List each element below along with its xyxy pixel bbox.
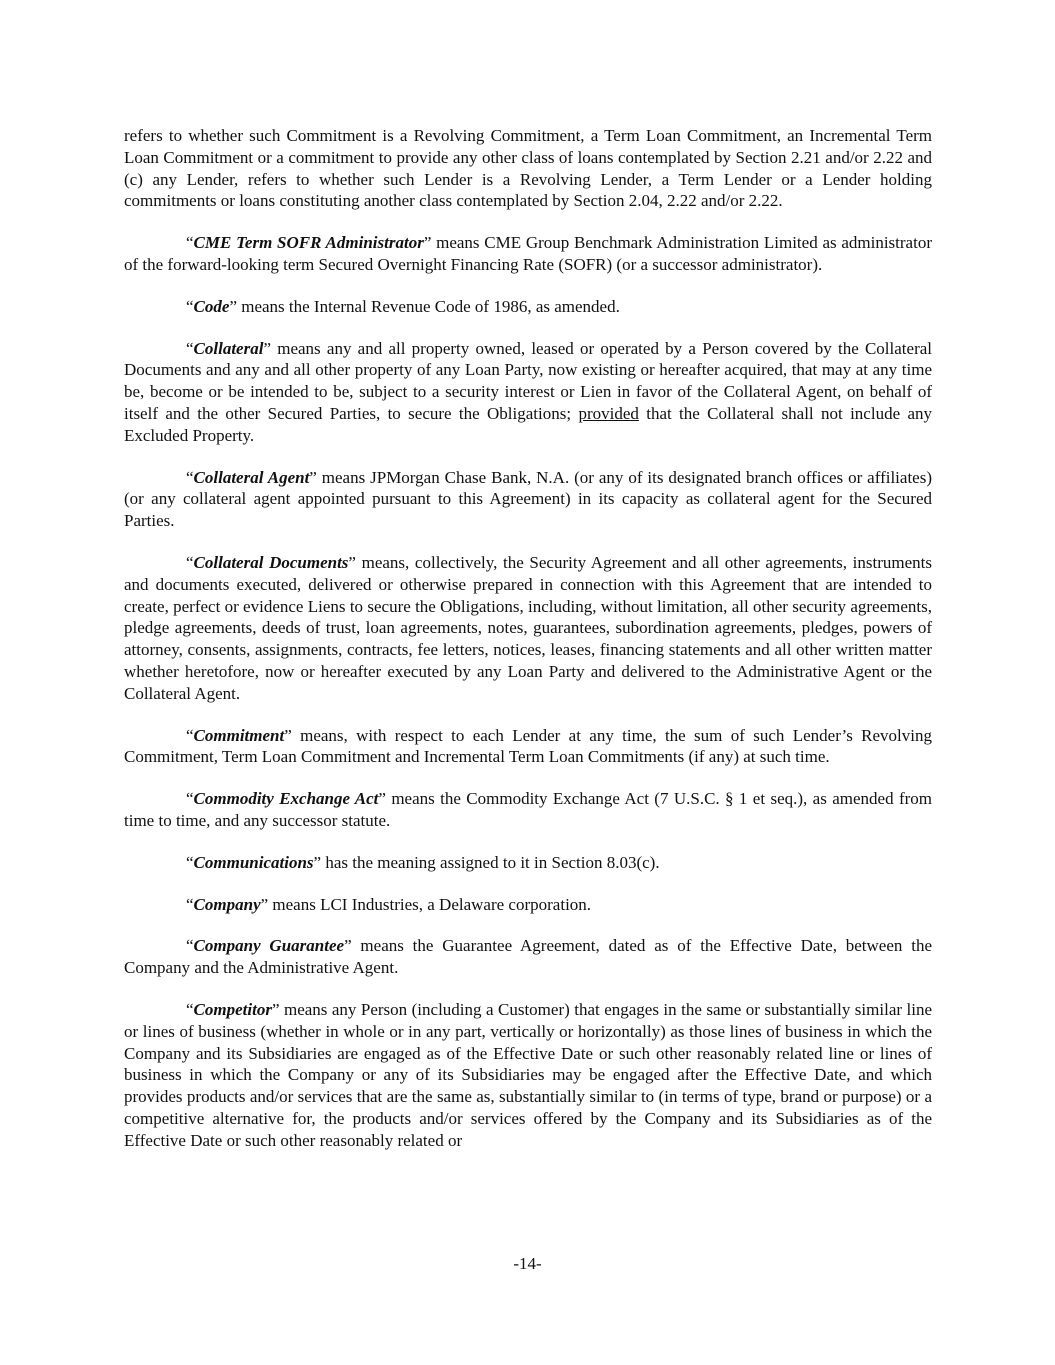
definition-text-after: that the Collateral shall not include any Excluded Property. <box>124 403 933 445</box>
defined-term: Commitment <box>193 725 285 745</box>
page-number: -14- <box>513 1254 542 1273</box>
definition-text: means any and all property owned, leased or operated by a Person covered by the Collateral Documents and any and all other property of any Loan Party, now existing or hereafter acquired, that may at any time be, become or be intended to be, subject to a security interest or Lien in favor of the Collateral Agent, on behalf of itself and the other Secured Parties, to secure the Obligations; <box>124 338 932 423</box>
definition-text: means, collectively, the Security Agreement and all other agreements, instruments and documents executed, delivered or otherwise prepared in connection with this Agreement that are intended to create, perfect or evidence Liens to secure the Obligations, including, without limitation, all other security agreements, pledge agreements, deeds of trust, loan agreements, notes, guarantees, subordination agreements, pledges, powers of attorney, consents, assignments, contracts, fee letters, notices, leases, financing statements and all other written matter whether heretofore, now or hereafter executed by any Loan Party and delivered to the Administrative Agent or the Collateral Agent. <box>124 552 932 703</box>
defined-term: Communications <box>193 852 314 872</box>
defined-term: Collateral Documents <box>193 552 349 572</box>
defined-term: Competitor <box>193 999 272 1019</box>
definition-text: has the meaning assigned to it in Section 8.03(c). <box>321 852 660 872</box>
defined-term: Collateral Agent <box>193 467 310 487</box>
document-body <box>124 125 932 1171</box>
definition-cme-term-sofr-administrator: “CME Term SOFR Administrator” means CME Group Benchmark Administration Limited as administrator of the forward-looking term Secured Overnight Financing Rate (SOFR) (or a successor administrator). <box>124 233 932 274</box>
definition-text: means, with respect to each Lender at any time, the sum of such Lender’s Revolving Commitment, Term Loan Commitment and Incremental Term Loan Commitments (if any) at such time. <box>124 725 932 767</box>
provided-underlined: provided <box>578 403 639 423</box>
definition-code: “Code” means the Internal Revenue Code of 1986, as amended. <box>186 296 620 316</box>
definition-collateral-agent: “Collateral Agent” means JPMorgan Chase Bank, N.A. (or any of its designated branch offices or affiliates) (or any collateral agent appointed pursuant to this Agreement) in its capacity as collateral agent for the Secured Parties. <box>124 467 932 531</box>
defined-term: Collateral <box>193 338 264 358</box>
definition-company-guarantee: “Company Guarantee” means the Guarantee Agreement, dated as of the Effective Date, between the Company and the Administrative Agent. <box>124 936 932 978</box>
continuation-paragraph: refers to whether such Commitment is a Revolving Commitment, a Term Loan Commitment, an Incremental Term Loan Commitment or a commitment to provide any other class of loans contemplated by Section 2.21 and/or 2.22 and (c) any Lender, refers to whether such Lender is a Revolving Lender, a Term Lender or a Lender holding commitments or loans constituting another class contemplated by Section 2.04, 2.22 and/or 2.22. <box>124 126 932 211</box>
definition-text: means LCI Industries, a Delaware corporation. <box>268 894 592 914</box>
defined-term: Commodity Exchange Act <box>193 789 379 809</box>
definition-text: means CME Group Benchmark Administration Limited as administrator of the forward-looking term Secured Overnight Financing Rate (SOFR) (or a successor administrator). <box>124 233 932 274</box>
definition-communications: “Communications” has the meaning assigned to it in Section 8.03(c). <box>186 852 660 872</box>
definition-text: means the Internal Revenue Code of 1986, as amended. <box>236 296 620 316</box>
definition-competitor: “Competitor” means any Person (including a Customer) that engages in the same or substantially similar line or lines of business (whether in whole or in any part, vertically or horizontally) as those lines of business in which the Company and its Subsidiaries are engaged as of the Effective Date or such other reasonably related line or lines of business in which the Company or any of its Subsidiaries may be engaged after the Effective Date, and which provides products and/or services that are the same as, substantially similar to (in terms of type, brand or purpose) or a competitive alternative for, the products and/or services offered by the Company and its Subsidiaries as of the Effective Date or such other reasonably related or <box>124 999 932 1150</box>
definition-collateral-documents: “Collateral Documents” means, collectively, the Security Agreement and all other agreements, instruments and documents executed, delivered or otherwise prepared in connection with this Agreement that are intended to create, perfect or evidence Liens to secure the Obligations, including, without limitation, all other security agreements, pledge agreements, deeds of trust, loan agreements, notes, guarantees, subordination agreements, pledges, powers of attorney, consents, assignments, contracts, fee letters, notices, leases, financing statements and all other written matter whether heretofore, now or hereafter executed by any Loan Party and delivered to the Administrative Agent or the Collateral Agent. <box>124 552 932 703</box>
definition-company: “Company” means LCI Industries, a Delaware corporation. <box>186 894 592 914</box>
defined-term: Code <box>193 296 230 316</box>
definition-commodity-exchange-act: “Commodity Exchange Act” means the Commodity Exchange Act (7 U.S.C. § 1 et seq.), as amended from time to time, and any successor statute. <box>124 789 932 830</box>
defined-term: Company <box>193 894 261 914</box>
definition-commitment: “Commitment” means, with respect to each Lender at any time, the sum of such Lender’s Revolving Commitment, Term Loan Commitment and Incremental Term Loan Commitments (if any) at such time. <box>124 725 932 767</box>
definition-text: means any Person (including a Customer) that engages in the same or substantially similar line or lines of business (whether in whole or in any part, vertically or horizontally) as those lines of business in which the Company and its Subsidiaries are engaged as of the Effective Date or such other reasonably related line or lines of business in which the Company or any of its Subsidiaries may be engaged after the Effective Date, and which provides products and/or services that are the same as, substantially similar to (in terms of type, brand or purpose) or a competitive alternative for, the products and/or services offered by the Company and its Subsidiaries as of the Effective Date or such other reasonably related or <box>124 999 932 1150</box>
definition-text: means the Guarantee Agreement, dated as of the Effective Date, between the Company and the Administrative Agent. <box>124 936 932 978</box>
definition-collateral: “Collateral” means any and all property owned, leased or operated by a Person covered by the Collateral Documents and any and all other property of any Loan Party, now existing or hereafter acquired, that may at any time be, become or be intended to be, subject to a security interest or Lien in favor of the Collateral Agent, on behalf of itself and the other Secured Parties, to secure the Obligations; provided that the Collateral shall not include any Excluded Property. <box>124 338 933 445</box>
definition-text: means JPMorgan Chase Bank, N.A. (or any of its designated branch offices or affiliates) (or any collateral agent appointed pursuant to this Agreement) in its capacity as collateral agent for the Secured Parties. <box>124 467 932 531</box>
definition-text: means the Commodity Exchange Act (7 U.S.C. § 1 et seq.), as amended from time to time, and any successor statute. <box>124 789 932 830</box>
defined-term: CME Term SOFR Administrator <box>193 233 424 253</box>
defined-term: Company Guarantee <box>193 936 345 956</box>
